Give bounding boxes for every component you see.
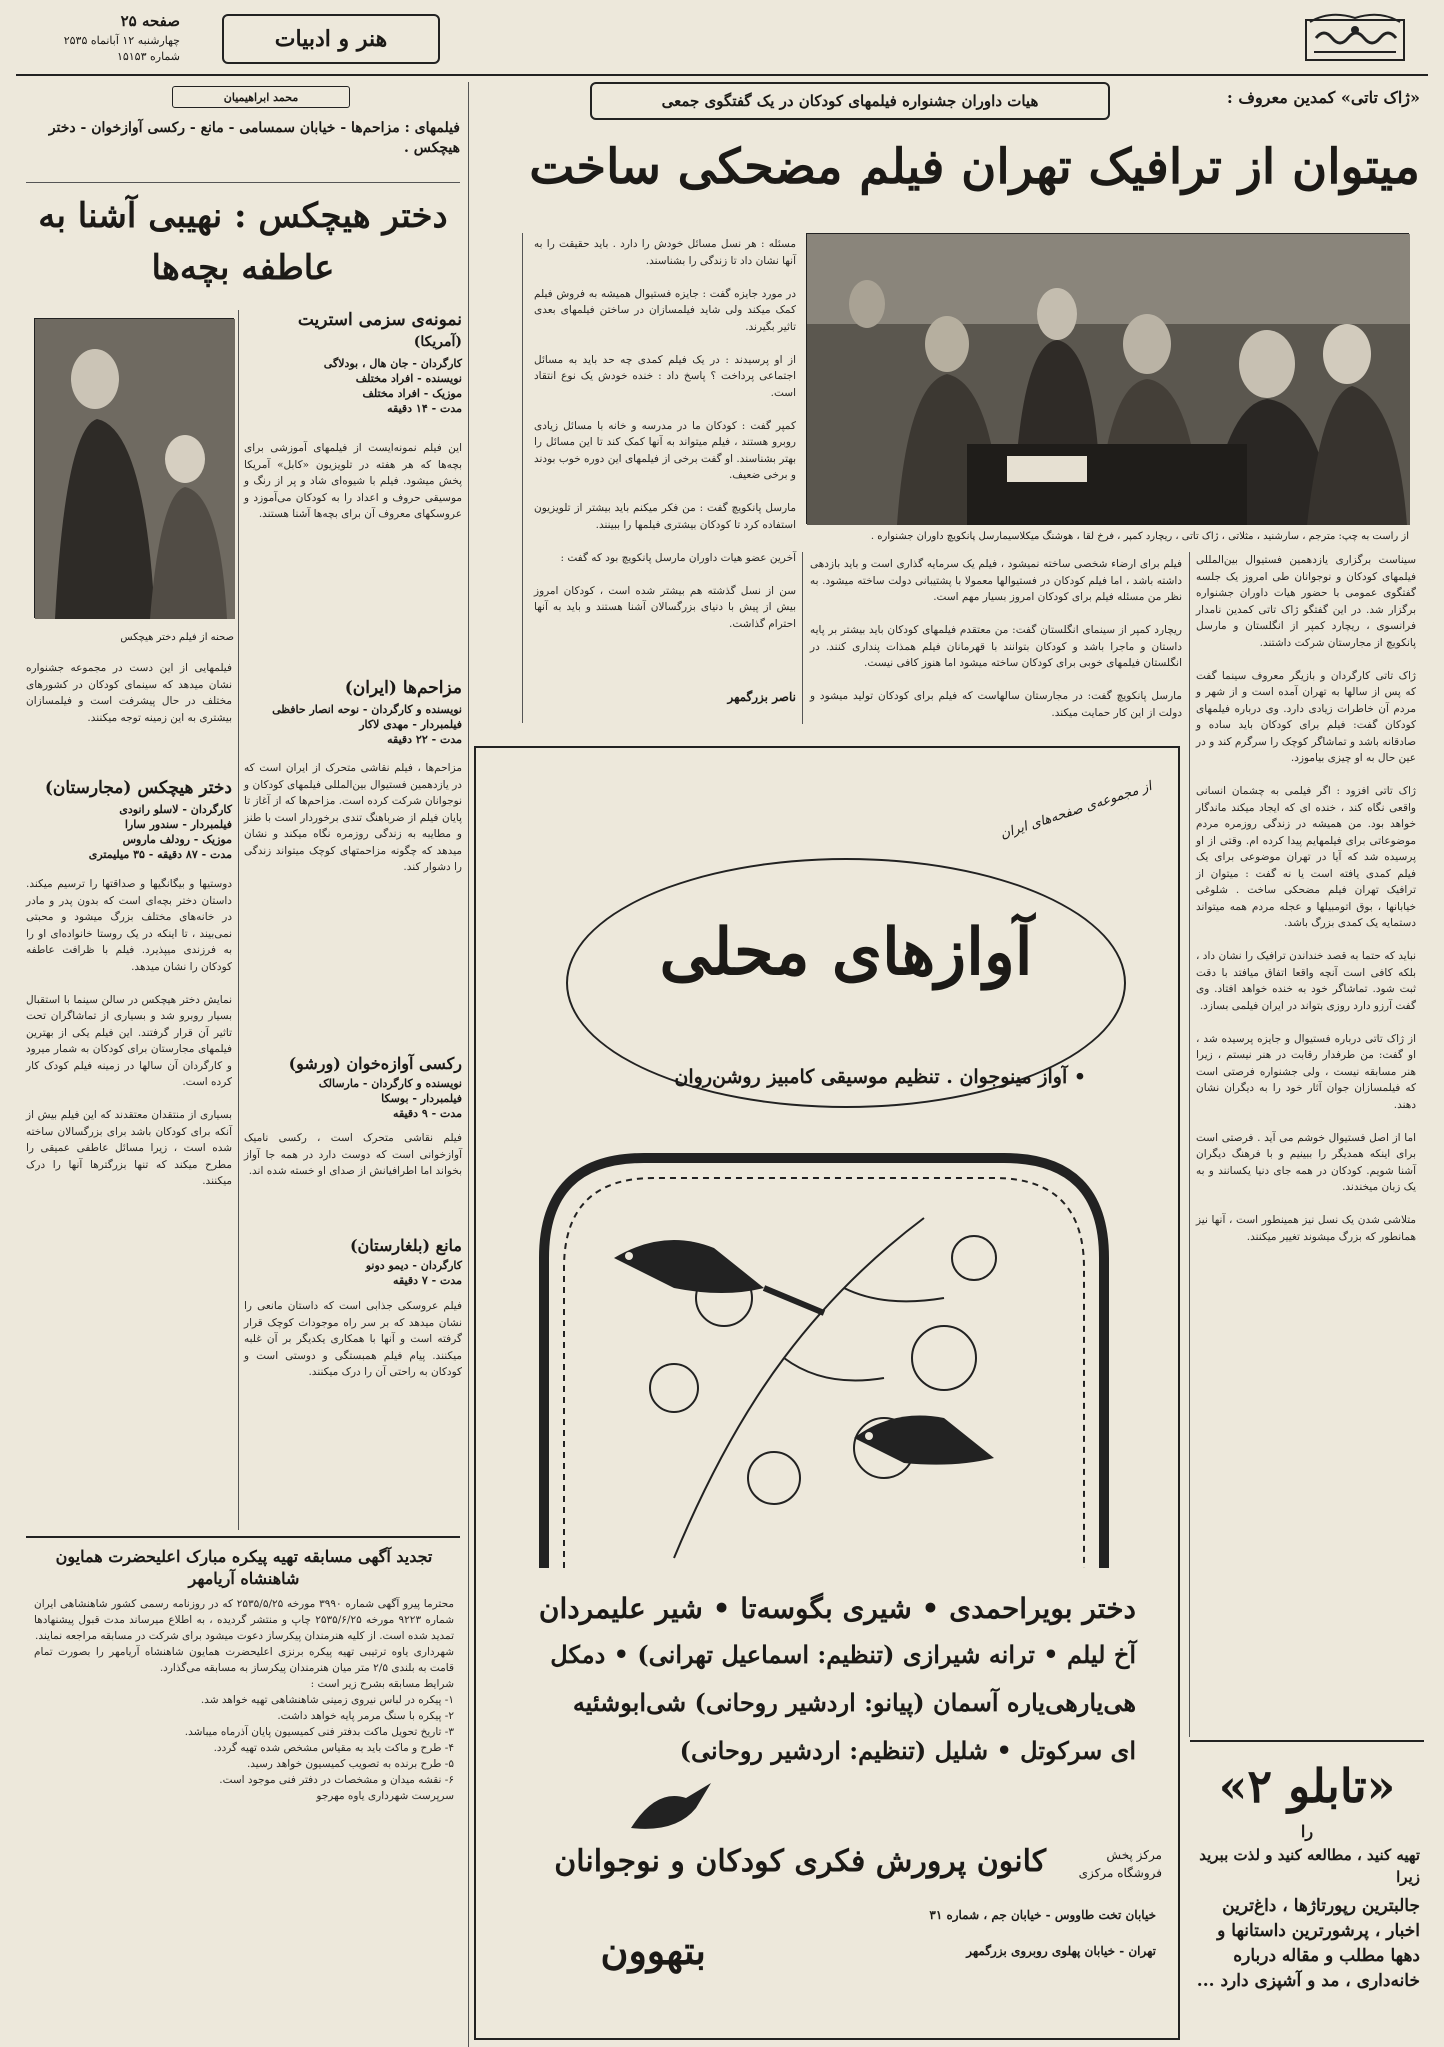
entry3-title: رکسی آوازه‌خوان (ورشو) [288, 1054, 462, 1073]
ad-address1: خیابان تخت طاووس - خیابان جم ، شماره ۳۱ [929, 1908, 1156, 1922]
entry1-country: (آمریکا) [413, 334, 462, 350]
nobodys-daughter-photo [34, 318, 234, 618]
kicker-right: هیات داوران جشنواره فیلمهای کودکان در یک گفتگوی جمعی [590, 82, 1110, 120]
notice-title: تجدید آگهی مسابقه تهیه پیکره مبارک اعلیحضرت همایون شاهنشاه آریامهر [55, 1547, 433, 1588]
jury-photo [806, 233, 1409, 524]
main-headline: میتوان از ترافیک تهران فیلم مضحکی ساخت [529, 139, 1420, 195]
ad-org-name: کانون پرورش فکری کودکان و نوجوانان [554, 1844, 1046, 1879]
jury-photo-caption: از راست به چپ: مترجم ، سارشنید ، مثلاتی ، ژاک تاتی ، ریچارد کمپر ، فرخ لقا ، هوشنگ میکلاسیمارسل پانکویچ داوران جشنواره . [870, 531, 1409, 542]
ad-song-line1: دختر بویراحمدی • شیری بگوسه‌تا • شیر علیمردان [538, 1592, 1136, 1625]
col-rule-main [468, 82, 469, 2047]
ad-dist-label2: فروشگاه مرکزی [1078, 1866, 1162, 1880]
col-rule-3 [522, 233, 523, 723]
entry1-credits: کارگردان - جان هال ، بودلاگی نویسنده - افراد مختلف موزیک - افراد مختلف مدت - ۱۴ دقیقه [323, 357, 462, 415]
entry2-credits: نویسنده و کارگردان - نوحه انصار حافظی فیلمبردار - مهدی لاکار مدت - ۲۲ دقیقه [272, 703, 462, 746]
bird-illustration [524, 1138, 1124, 1568]
issue-line: شماره ۱۵۱۵۳ [116, 50, 180, 63]
left-headline: دختر هیچکس : نهیبی آشنا به عاطفه بچه‌ها [38, 196, 448, 288]
bird-logo-icon [626, 1778, 716, 1838]
promo-title: «تابلو ۲» [1218, 1759, 1396, 1813]
col-rule-2 [802, 552, 803, 724]
date-line: چهارشنبه ۱۲ آبانماه ۲۵۳۵ [63, 34, 180, 47]
paper-logo [1300, 8, 1410, 66]
left-summary-head: فیلمهای : مزاحم‌ها - خیابان سمسامی - مانع - رکسی آوازخوان - دختر هیچکس . [48, 120, 460, 156]
entry4-text: فیلم عروسکی جذابی است که داستان مانعی را نشان میدهد که بر سر راه موجودات کوچک قرار گرفته است و آنها با همکاری یکدیگر بر آن غلبه میکنند. پیام فیلم همبستگی و دوستی است و کودکان به راحتی آن را درک میکنند. [240, 1300, 462, 1378]
ad-song-line3: هی‌یارهی‌یاره آسمان (پیانو: اردشیر روحانی) شی‌ابوشئیه [572, 1688, 1136, 1717]
entry4-credits: کارگردان - دیمو دونو مدت - ۷ دقیقه [365, 1259, 462, 1287]
ad-subtitle: • آواز مینوجوان . تنظیم موسیقی کامبیز روشن‌روان [674, 1066, 1086, 1088]
left-inner-rule [238, 310, 239, 1530]
entry2-title: مزاحم‌ها (ایران) [344, 678, 462, 698]
entry3-text: فیلم نقاشی متحرک است ، رکسی نامیک آوازخوانی است که دوست دارد در همه جا آواز بخواند اما اطرافیانش از صدای او خسته شده اند. [240, 1132, 462, 1177]
left-rule-b [26, 1536, 460, 1538]
entry1-title: نمونه‌ی سزمی استریت [297, 310, 462, 330]
kicker-left: «ژاک تاتی» کمدین معروف : [1226, 88, 1420, 107]
promo-line1: تهیه کنید ، مطالعه کنید و لذت ببرید زیرا [1199, 1846, 1420, 1886]
entry5-credits: کارگردان - لاسلو رانودی فیلمبردار - سندور سارا موزیک - رودلف ماروس مدت - ۸۷ دقیقه - ۳۵ میلیمتری [88, 803, 232, 861]
entry5-title: دختر هیچکس (مجارستان) [44, 778, 232, 798]
ad-song-line4: ای سرکوتل • شلیل (تنظیم: اردشیر روحانی) [679, 1736, 1136, 1765]
main-story-col3: مسئله : هر نسل مسائل خودش را دارد . باید حقیقت را به آنها نشان داد تا زندگی را بشناسند. در مورد جایزه گفت : جایزه فستیوال همیشه به فروش فیلم کمک میکند ولی شاید فیلمسازان در ساختن فیلمهای بعدی تاثیر بگیرند. از او پرسیدند : در یک فیلم کمدی چه حد باید به مسائل اجتماعی پرداخت ؟ پاسخ داد : خنده خودش یک نوع انتقاد است. کمپر گفت : کودکان ما در مدرسه و خانه با مسائل زیادی روبرو هستند ، فیلم میتواند به آنها کمک کند تا این مسائل را بهتر بشناسند. او گفت برخی از فیلمهای این دوره خوب بودند و برخی ضعیف. مارسل پانکویچ گفت : من فکر میکنم باید بیشتر از تلویزیون استفاده کرد تا کودکان بیشتری فیلمها را ببینند. آخرین عضو هیات داوران مارسل پانکویچ بود که گفت : سن از نسل گذشته هم بیشتر شده است ، کودکان امروز بیش از پیش با دنیای بزرگسالان آشنا هستند و باید به آنها احترام گذاشت. [534, 238, 796, 630]
entry5-intro: فیلمهایی از این دست در مجموعه جشنواره نشان میدهد که سینمای کودکان در کشورهای مختلف در حال پیشرفت است و فیلمسازان بیشتری به این زمینه توجه میکنند. [22, 662, 232, 724]
col-rule-1 [1189, 552, 1190, 1737]
promo-rule [1190, 1740, 1424, 1742]
left-rule-a [26, 182, 460, 183]
ad-publisher-sig: از مجموعه‌ی صفحه‌های ایران [998, 779, 1154, 843]
ad-brand: بتهوون [600, 1928, 706, 1973]
ad-song-line2: آخ لیلم • ترانه شیرازی (تنظیم: اسماعیل تهرانی) • دمکل [550, 1640, 1136, 1669]
entry2-text: مزاحم‌ها ، فیلم نقاشی متحرک از ایران است که در یازدهمین فستیوال بین‌المللی فیلمهای کودکان و نوجوانان شرکت کرده است. مزاحم‌ها که از آغاز تا پایان فیلم از ضرباهنگ تندی برخوردار است با طنز و مطایبه به زندگی روزمره نگاه میکند و نشان میدهد که چگونه مزاحمتهای کوچک میتواند زندگی را دشوار کند. [240, 762, 462, 873]
promo-body: جالبترین رپورتاژها ، داغ‌ترین اخبار ، پرشورترین داستانها و دهها مطلب و مقاله درباره خانه‌داری ، مد و آشپزی دارد ... [1196, 1896, 1420, 1991]
album-ad [474, 746, 1180, 2040]
author-name: محمد ابراهیمیان [172, 86, 350, 108]
main-story-byline: ناصر بزرگمهر [727, 690, 796, 704]
main-story-col1: سیناست برگزاری یازدهمین فستیوال بین‌المللی فیلمهای کودکان و نوجوانان طی امروز یک جلسه گفتگوی عمومی با حضور هیات داوران جشنواره برگزار شد. در این گفتگو ژاک تاتی کمدین نامدار فرانسوی ، ریچارد کمپر از انگلستان و مارسل پانکویچ از مجارستان شرکت داشتند. ژاک تاتی کارگردان و بازیگر معروف سینما گفت که پس از سالها به تهران آمده است و از شهر و مردم آن خاطرات زیادی دارد. وی درباره فیلمهای کودکان گفت: فیلم برای کودکان باید ساده و صادقانه باشد و تماشاگر کوچک را سرگرم کند و در عین حال به او چیزی بیاموزد. ژاک تاتی افزود : اگر فیلمی به چشمان انسانی واقعی نگاه کند ، خنده ای که ایجاد میکند ماندگار خواهد بود. من همیشه در زندگی روزمره مردم موضوعاتی برای فیلمهایم پیدا کرده ام. وقتی از او پرسیده شد که آیا در تهران موضوعی برای یک فیلم کمدی یافته است یا نه گفت : میتوان از ترافیک تهران فیلم مضحکی ساخت . شلوغی خیابانها ، بوق اتومبیلها و عجله مردم همه میتواند دستمایه یک کمدی بزرگ باشد. نباید که حتما به قصد خنداندن ترافیک را نشان داد ، بلکه کافی است آنچه واقعا اتفاق میافتد با دقت ثبت شود. تماشاگر خود به خنده خواهد افتاد. وی گفت آرزو دارد روزی بتواند در ایران فیلمی بسازد. از ژاک تاتی درباره فستیوال و جایزه پرسیده شد ، او گفت: من طرفدار رقابت در هنر نیستم ، زیرا هنر مسابقه نیست ، ولی جشنواره فرصتی است که فیلمسازان جوان آثار خود را به دیگران نشان دهند. اما از اصل فستیوال خوشم می آید . فرصتی است برای اینکه همدیگر را ببینیم و با فرهنگ دیگران آشنا شویم. کودکان در همه جای دنیا یکسانند و به یک زبان میخندند. متلاشی شدن یک نسل نیز همینطور است ، آنها نیز همانطور که بزرگ میشوند تغییر میکنند. [1196, 554, 1416, 1243]
entry1-text: این فیلم نمونه‌ایست از فیلمهای آموزشی برای بچه‌ها که هر هفته در تلویزیون «کابل» آمریکا پخش میشود. فیلم با شیوه‌ای شاد و پر از رنگ و موسیقی حروف و اعداد را به کودکان می‌آموزد و عروسکهای معروف آن برای بچه‌ها آشنا هستند. [240, 442, 462, 520]
main-story-col2: فیلم برای ارضاء شخصی ساخته نمیشود ، فیلم یک سرمایه گذاری است و باید بازدهی داشته باشد ، اما فیلم کودکان در فستیوالها معمولا با پشتیبانی دولت ساخته میشود. به نظر من مسئله فیلم برای کودکان امروز بسیار مهم است. ریچارد کمپر از سینمای انگلستان گفت: من معتقدم فیلمهای کودکان باید بیشتر بر پایه داستان و ماجرا باشد و کودکان بتوانند با قهرمانان فیلم همذات پنداری کنند. در انگلستان فیلمهای خوبی برای کودکان ساخته میشود اما هنوز کافی نیست. مارسل پانکویچ گفت: در مجارستان سالهاست که فیلم برای کودکان تولید میشود و دولت از این کار حمایت میکند. [810, 558, 1182, 719]
promo-intro: را [1300, 1822, 1314, 1841]
entry3-credits: نویسنده و کارگردان - مارسالک فیلمبردار - بوسکا مدت - ۹ دقیقه [318, 1077, 462, 1120]
ad-address2: تهران - خیابان پهلوی روبروی بزرگمهر [966, 1944, 1156, 1958]
section-title: هنر و ادبیات [222, 14, 440, 64]
masthead-rule [16, 74, 1428, 76]
left-photo-caption: صحنه از فیلم دختر هیچکس [120, 632, 234, 643]
ad-dist-label1: مرکز پخش [1106, 1848, 1162, 1862]
page-label: صفحه ۲۵ [120, 12, 180, 30]
ad-title: آوازهای محلی [659, 915, 1033, 990]
entry4-title: مانع (بلغارستان) [349, 1236, 462, 1255]
notice-text: محترما پیرو آگهی شماره ۳۹۹۰ مورخه ۲۵۳۵/۵/۲۵ که در روزنامه رسمی کشور شاهنشاهی ایران شماره ۹۲۲۳ مورخه ۲۵۳۵/۶/۲۵ چاپ و منتشر گردیده ، به اطلاع میرساند مدت قبول پیشنهادها تمدید شده است. از کلیه هنرمندان پیکرساز دعوت میشود برای شرکت در مسابقه مراجعه نمایند. شهرداری یاوه ترتیبی تهیه پیکره برنزی اعلیحضرت همایون شاهنشاه آریامهر را بصورت تمام قامت به بلندی ۲/۵ متر میان هنرمندان پیکرساز به مسابقه می‌گذارد. شرایط مسابقه بشرح زیر است : ۱- پیکره در لباس نیروی زمینی شاهنشاهی تهیه خواهد شد. ۲- پیکره با سنگ مرمر پایه خواهد داشت. ۳- تاریخ تحویل ماکت بدفتر فنی کمیسیون پایان آذرماه میباشد. ۴- طرح و ماکت باید به مقیاس مشخص شده تهیه گردد. ۵- طرح برنده به تصویب کمیسیون خواهد رسید. ۶- نقشه میدان و مشخصات در دفتر فنی موجود است. سرپرست شهرداری یاوه مهرجو [34, 1598, 454, 1802]
entry5-text: دوستیها و بیگانگیها و صداقتها را ترسیم میکند. داستان دختر بچه‌ای است که بدون پدر و مادر در خانه‌های مختلف بزرگ میشود و محبتی نمی‌بیند ، تا اینکه در یک روستا خانواده‌ای او را به فرزندی میپذیرد. فیلم با ظرافت عاطفه کودکان را نشان میدهد. نمایش دختر هیچکس در سالن سینما با استقبال بسیار روبرو شد و بسیاری از تماشاگران تحت تاثیر آن قرار گرفتند. این فیلم یکی از بهترین فیلمهای مجارستان برای کودکان به شمار میرود و کارگردان آن سالها در زمینه فیلم کودک کار کرده است. بسیاری از منتقدان معتقدند که این فیلم بیش از آنکه برای کودکان باشد برای بزرگسالان ساخته شده است ، زیرا مسائل عاطفی عمیقی را مطرح میکند که تنها بزرگترها آنها را درک میکنند. [26, 878, 232, 1187]
